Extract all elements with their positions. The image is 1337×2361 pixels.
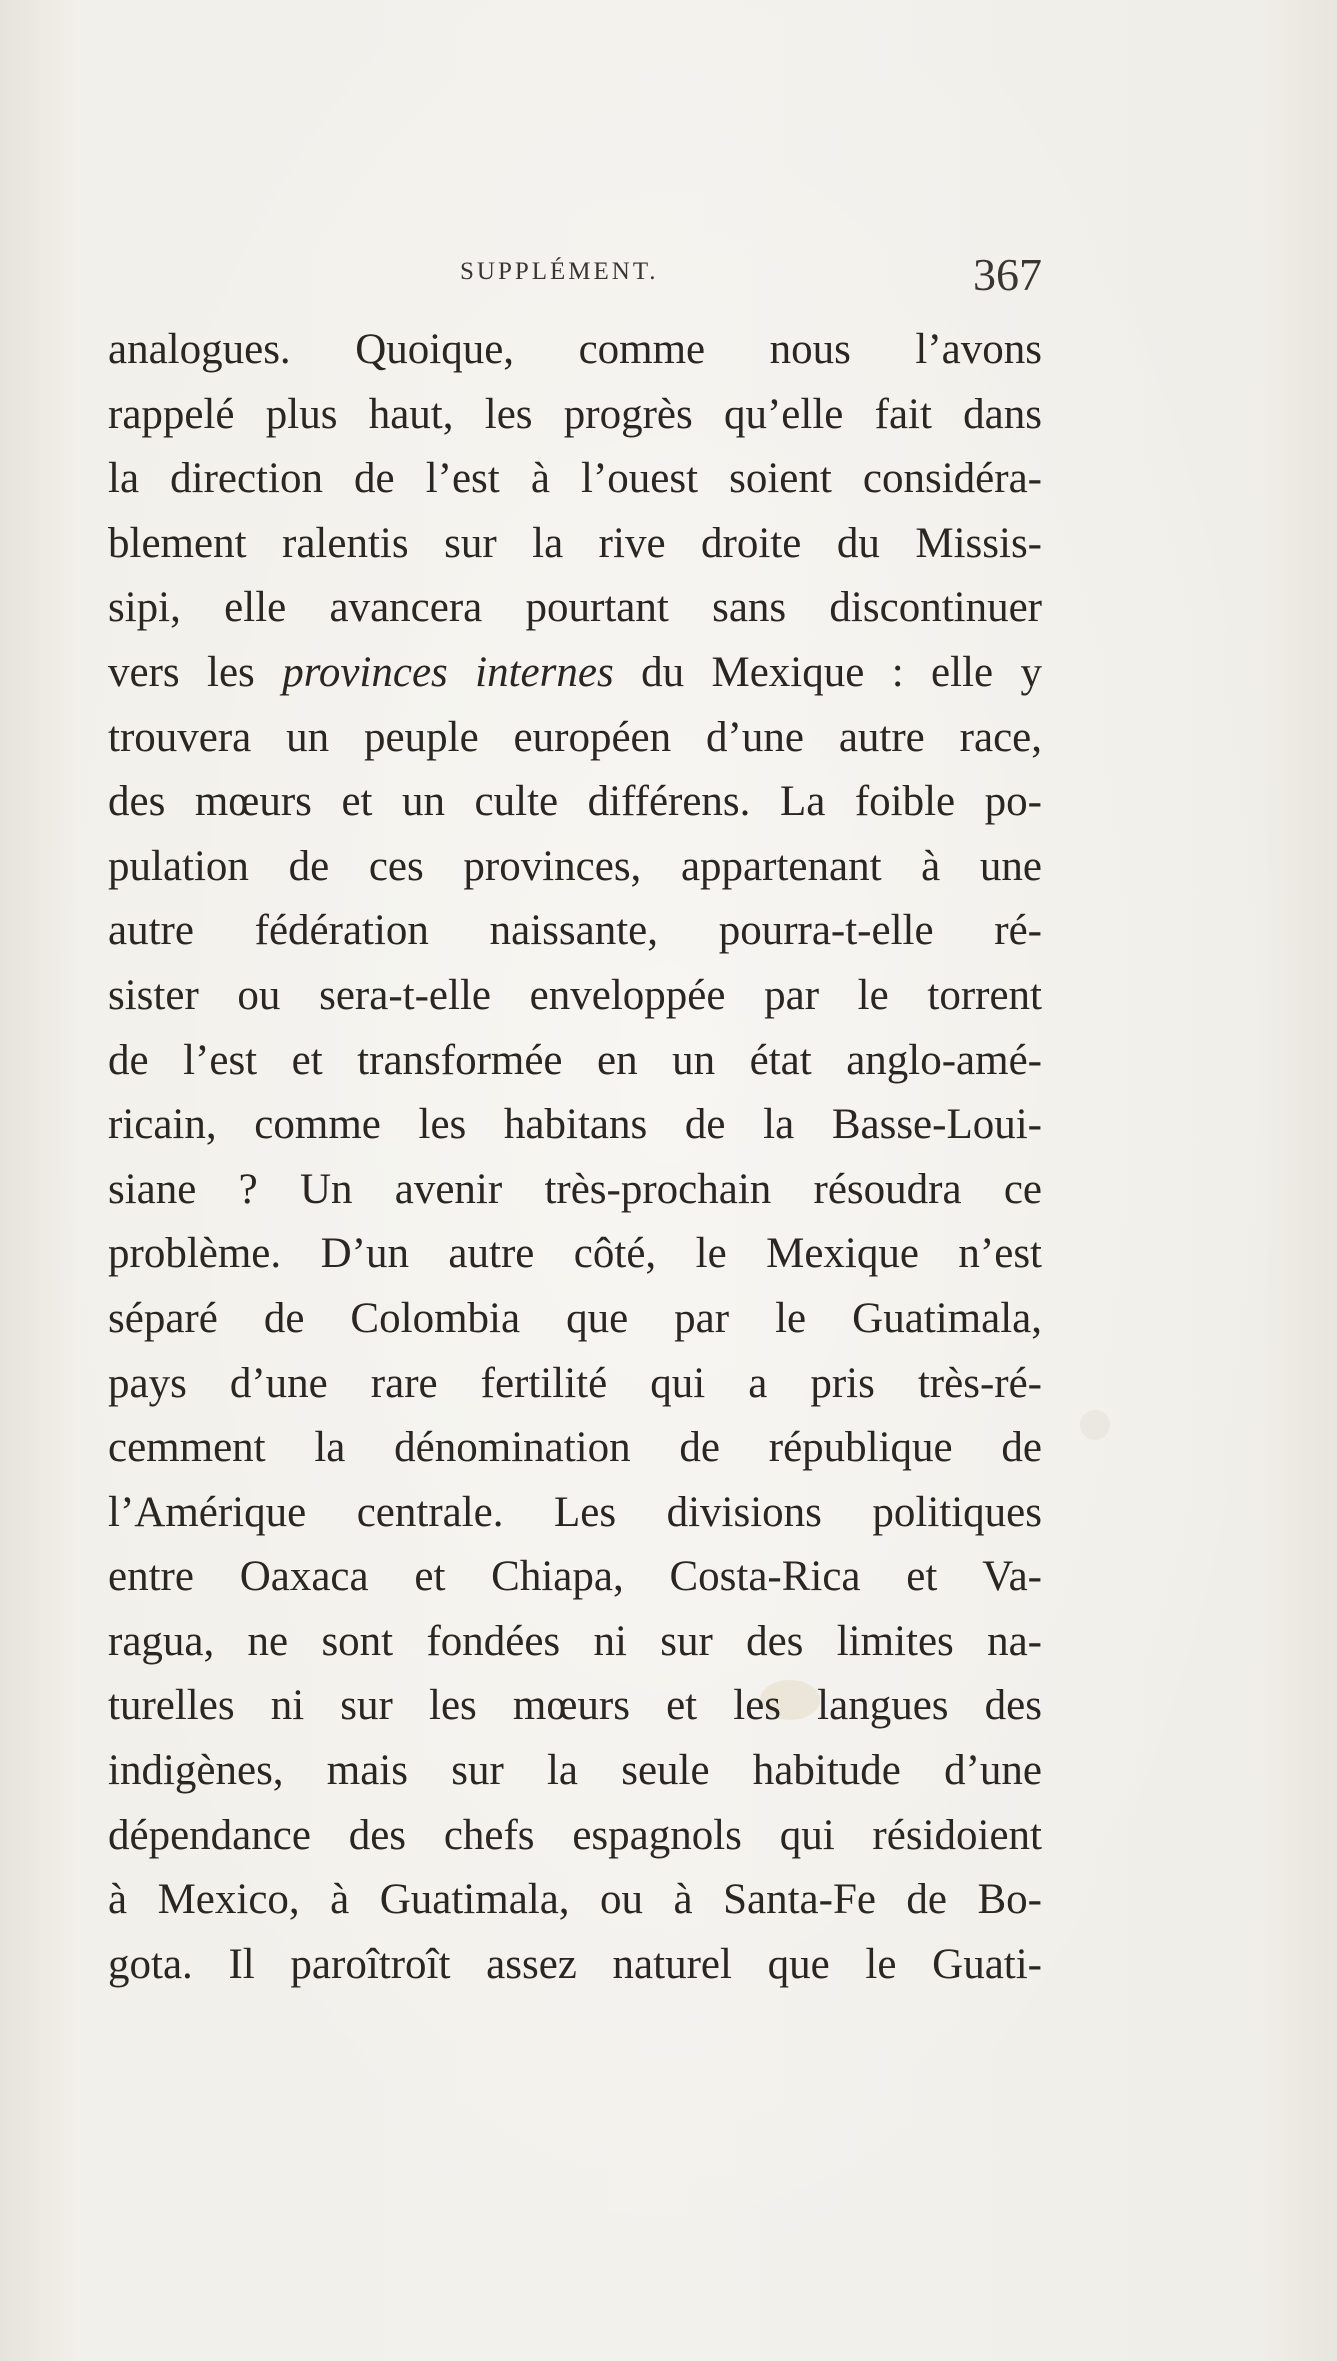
text-line: pays d’une rare fertilité qui a pris très-ré-: [108, 1359, 1042, 1407]
text-line: rappelé plus haut, les progrès qu’elle fait dans: [108, 390, 1042, 438]
text-line: problème. D’un autre côté, le Mexique n’est: [108, 1230, 1042, 1278]
text-line: sister ou sera-t-elle enveloppée par le torrent: [108, 971, 1042, 1019]
text-line: turelles ni sur les mœurs et les langues des: [108, 1682, 1042, 1730]
text-line: séparé de Colombia que par le Guatimala,: [108, 1294, 1042, 1342]
text-line: cemment la dénomination de république de: [108, 1424, 1042, 1472]
text-line: gota. Il paroîtroît assez naturel que le Guati-: [108, 1940, 1042, 1988]
text-line: des mœurs et un culte différens. La foible po-: [108, 778, 1042, 826]
text-line: à Mexico, à Guatimala, ou à Santa-Fe de Bo-: [108, 1876, 1042, 1924]
text-line: ricain, comme les habitans de la Basse-Loui-: [108, 1101, 1042, 1149]
italic-phrase: provinces internes: [282, 648, 614, 696]
text-segment: vers les: [108, 648, 255, 696]
text-line: de l’est et transformée en un état anglo-amé-: [108, 1036, 1042, 1084]
text-segment: du Mexique : elle y: [641, 648, 1042, 696]
text-line-mixed: [108, 641, 1042, 706]
text-line: ragua, ne sont fondées ni sur des limites na-: [108, 1617, 1042, 1665]
page-header: [440, 249, 1060, 312]
text-line: autre fédération naissante, pourra-t-elle ré-: [108, 907, 1042, 955]
paper-stain: [1080, 1410, 1110, 1440]
running-title: SUPPLÉMENT.: [460, 258, 659, 285]
text-line: trouvera un peuple européen d’une autre race,: [108, 713, 1042, 761]
text-line: l’Amérique centrale. Les divisions politiques: [108, 1488, 1042, 1536]
text-line: pulation de ces provinces, appartenant à une: [108, 842, 1042, 890]
body-text: [108, 318, 1042, 1997]
text-line: analogues. Quoique, comme nous l’avons: [108, 326, 1042, 373]
text-line: entre Oaxaca et Chiapa, Costa-Rica et Va-: [108, 1553, 1042, 1601]
text-line: siane ? Un avenir très-prochain résoudra ce: [108, 1165, 1042, 1213]
text-line: sipi, elle avancera pourtant sans discontinuer: [108, 584, 1042, 632]
text-line: indigènes, mais sur la seule habitude d’une: [108, 1747, 1042, 1795]
page-number: 367: [973, 249, 1042, 300]
text-line: la direction de l’est à l’ouest soient considéra-: [108, 455, 1042, 503]
text-line: blement ralentis sur la rive droite du Missis-: [108, 519, 1042, 567]
text-line: dépendance des chefs espagnols qui résidoient: [108, 1811, 1042, 1859]
